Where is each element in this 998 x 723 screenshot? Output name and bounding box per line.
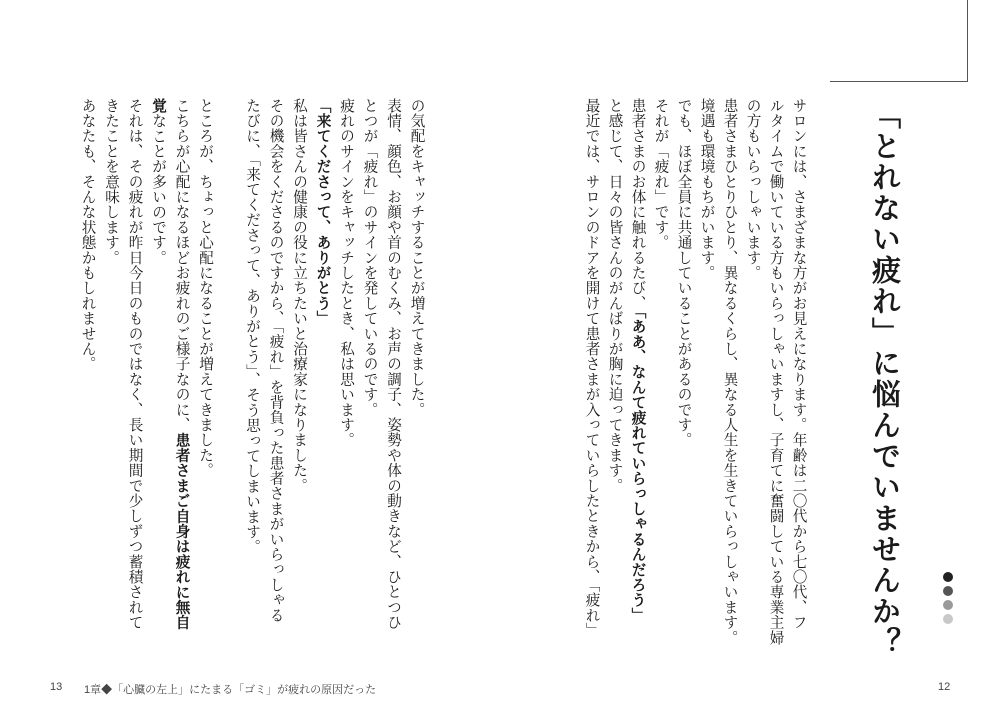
text-run: たびに、「来てくださって、ありがとう」、そう思ってしまいます。 [244, 98, 262, 555]
running-head: 1章◆「心臓の左上」にたまる「ゴミ」が疲れの原因だった [84, 684, 377, 696]
text-run: あなたも、そんな状態かもしれません。 [79, 98, 97, 372]
text-column [676, 98, 691, 448]
text-run: ルタイムで働いている方もいらっしゃいますし、子育てに奮闘している専業主婦 [767, 98, 785, 646]
chapter-heading: 「とれない疲れ」に悩んでいませんか？ [868, 100, 902, 658]
text-run: なことが多いのです。 [150, 113, 168, 266]
text-run: と感じて、日々の皆さんのがんばりが胸に迫ってきます。 [606, 98, 624, 494]
text-column [768, 98, 783, 645]
text-run: ところが、ちょっと心配になることが増えてきました。 [197, 98, 215, 478]
text-run: その機会をくださるのですから、「疲れ」を背負った患者さまがいらっしゃる [267, 98, 285, 623]
text-column [607, 98, 622, 493]
text-column [198, 98, 213, 478]
text-run: とつが「疲れ」のサインを発しているのです。 [361, 98, 379, 418]
text-run: 私は皆さんの健康の役に立ちたいと治療家になりました。 [291, 98, 309, 494]
text-run: それは、その疲れが昨日今日のものではなく、長い期間で少しずつ蓄積されて [126, 98, 144, 630]
emphasis-text: 覚 [150, 98, 168, 114]
text-column [268, 98, 283, 623]
text-column [315, 98, 330, 326]
text-run: の気配をキャッチすることが増えてきました。 [408, 98, 426, 418]
text-run: 疲れのサインをキャッチしたとき、私は思います。 [338, 98, 356, 448]
section-dot-4 [943, 614, 953, 624]
emphasis-text: 「ああ、なんて疲れていらっしゃるんだろう」 [629, 310, 647, 623]
text-column [174, 98, 189, 630]
emphasis-text: 「来てくださって、ありがとう」 [314, 98, 332, 326]
page-number-right: 12 [938, 681, 951, 693]
text-run: 境遇も環境もちがいます。 [698, 98, 716, 281]
section-dot-3 [943, 600, 953, 610]
text-run: でも、ほぼ全員に共通していることがあるのです。 [675, 98, 693, 448]
text-column [292, 98, 307, 493]
text-column [653, 98, 668, 250]
text-column [722, 98, 737, 645]
text-run: サロンには、さまざまな方がお見えになります。年齢は二〇代から七〇代、フ [790, 98, 808, 630]
text-run: 患者さまのお体に触れるたび、 [629, 98, 647, 311]
text-column [386, 98, 401, 630]
text-column [127, 98, 142, 630]
text-column [630, 98, 645, 623]
text-column [699, 98, 714, 280]
text-column [362, 98, 377, 417]
text-column [245, 98, 260, 555]
text-run: それが「疲れ」です。 [652, 98, 670, 250]
section-dot-2 [943, 586, 953, 596]
text-column [409, 98, 424, 417]
text-column [791, 98, 806, 630]
text-column [745, 98, 760, 280]
top-divider-line [967, 0, 968, 82]
heading-rule [830, 81, 968, 82]
text-run: こちらが心配になるほどお疲れのご様子なのに、 [173, 98, 191, 433]
section-dot-1 [943, 572, 953, 582]
text-run: きたことを意味します。 [103, 98, 121, 266]
text-run: の方もいらっしゃいます。 [744, 98, 762, 281]
text-run: 最近では、サロンのドアを開けて患者さまが入っていらしたときから、「疲れ」 [583, 98, 601, 638]
emphasis-text: 患者さまご自身は疲れに無自 [173, 432, 191, 631]
text-column [339, 98, 354, 448]
text-run: 表情、顔色、お顔や首のむくみ、お声の調子、姿勢や体の動きなど、ひとつひ [385, 98, 403, 630]
page-number-left: 13 [50, 681, 63, 693]
text-run: 患者さまひとりひとり、異なるくらし、異なる人生を生きていらっしゃいます。 [721, 98, 739, 646]
text-column [104, 98, 119, 265]
text-column [80, 98, 95, 372]
text-column [151, 98, 166, 265]
text-column [584, 98, 599, 638]
